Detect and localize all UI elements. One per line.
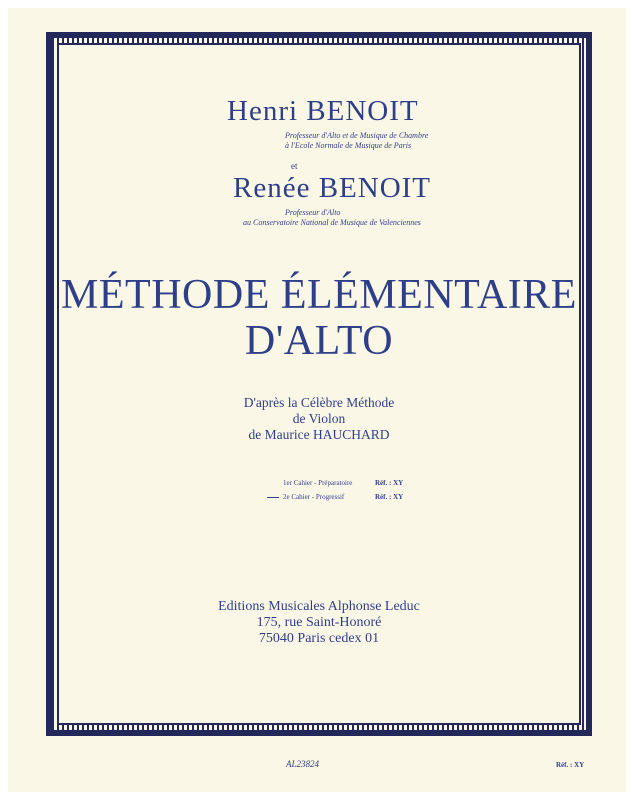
cahier-2-label: 2e Cahier - Progressif [283, 493, 345, 501]
selected-cahier-marker [267, 497, 279, 498]
cahier-1-label: 1er Cahier - Préparatoire [283, 479, 353, 487]
subtitle-line2: de Violon [292, 411, 346, 426]
subtitle-line3: de Maurice HAUCHARD [248, 427, 390, 442]
author-title-renee-line1: Professeur d'Alto [285, 208, 341, 217]
cahier-2-ref: Réf. : XY [375, 493, 404, 501]
catalog-code: AL23824 [286, 759, 320, 769]
ornamental-border [46, 32, 592, 736]
cahier-1-ref: Réf. : XY [375, 479, 404, 487]
author-title-renee-line2: au Conservatoire National de Musique de Valenciennes [243, 218, 421, 227]
main-title-line2: D'ALTO [244, 318, 394, 364]
author-name-renee: Renée BENOIT [233, 172, 432, 204]
publisher-street: 175, rue Saint-Honoré [256, 615, 382, 630]
footer-ref: Réf. : XY [556, 761, 585, 769]
conjunction-et: et [291, 161, 298, 171]
cover-content [59, 45, 579, 723]
subtitle-line1: D'après la Célèbre Méthode [243, 395, 395, 410]
author-title-henri-line1: Professeur d'Alto et de Musique de Chambre [285, 131, 429, 140]
author-name-henri: Henri BENOIT [227, 95, 419, 127]
author-title-henri-line2: à l'Ecole Normale de Musique de Paris [285, 141, 412, 150]
main-title-line1: MÉTHODE ÉLÉMENTAIRE [61, 272, 577, 318]
publisher-city: 75040 Paris cedex 01 [258, 631, 380, 646]
publisher-name: Editions Musicales Alphonse Leduc [218, 599, 420, 614]
score-cover-page [8, 8, 626, 792]
